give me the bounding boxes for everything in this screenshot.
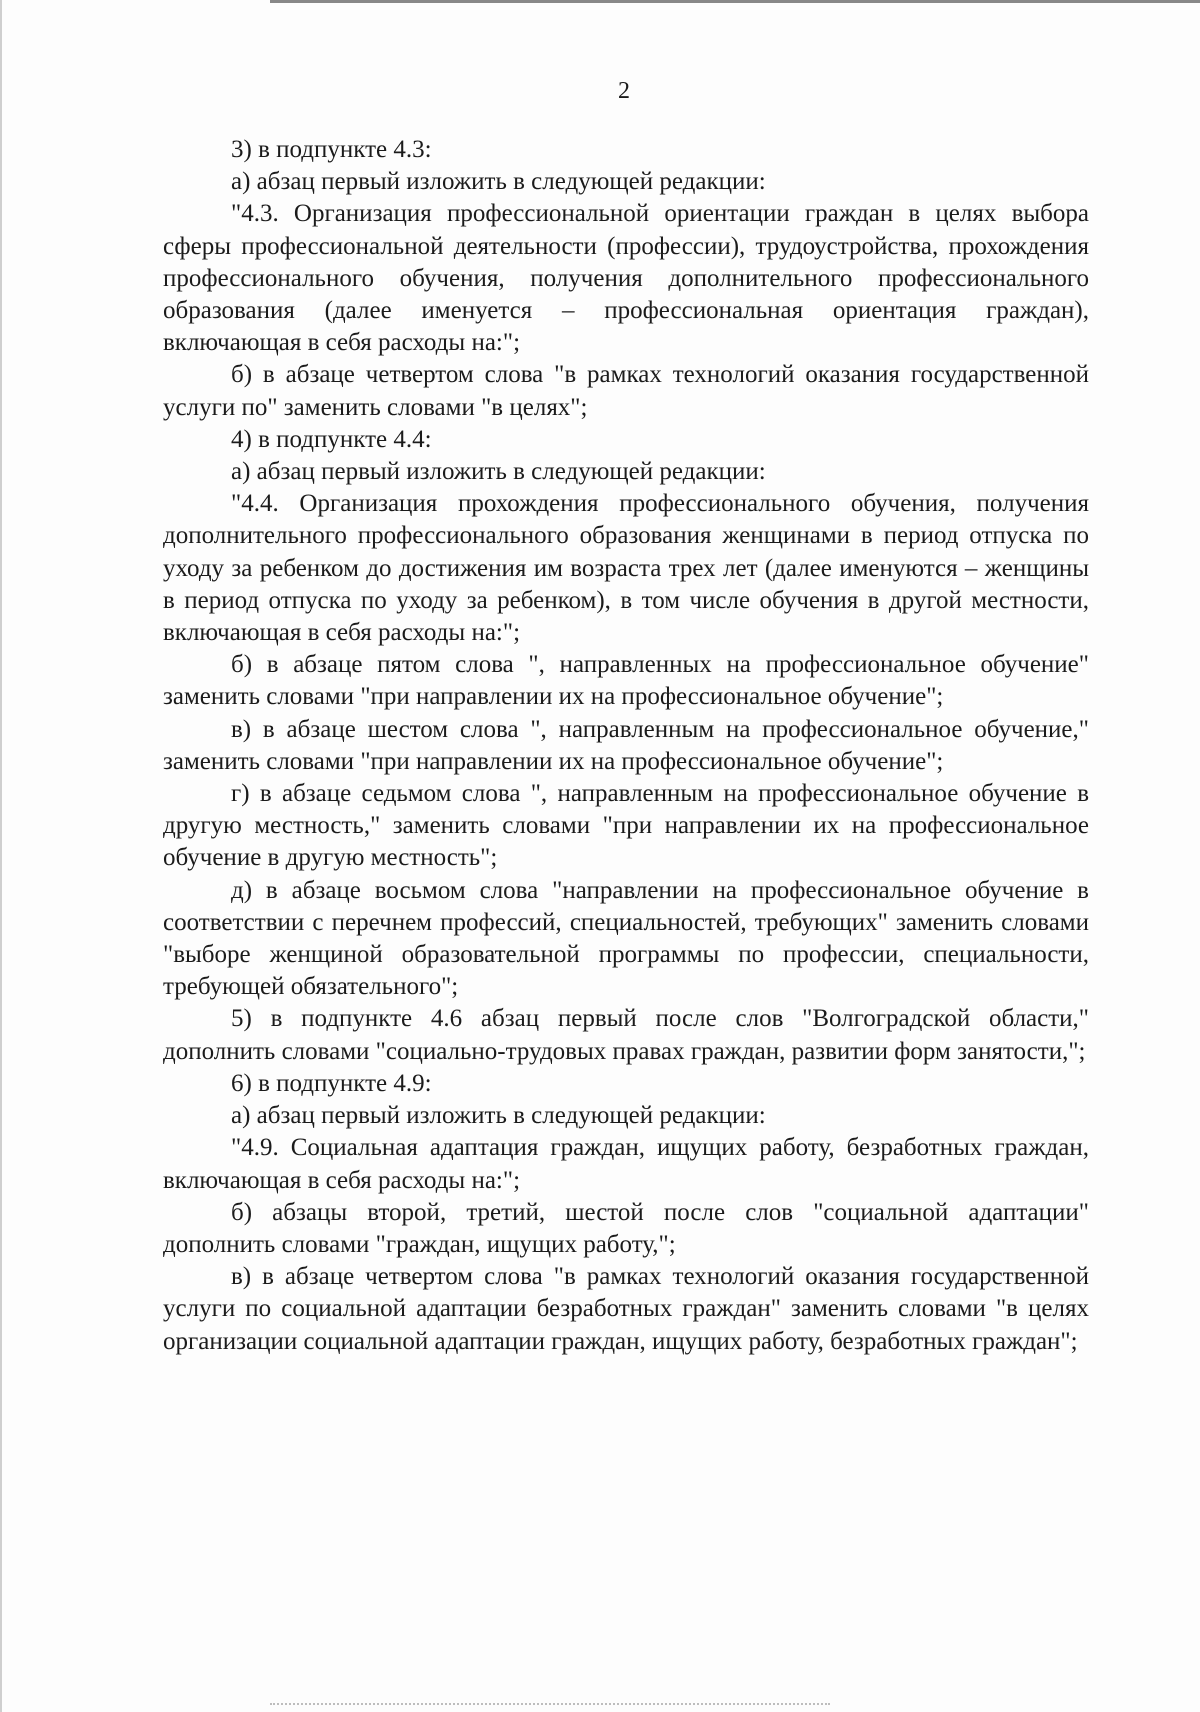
paragraph: в) в абзаце шестом слова ", направленным на профессиональное обучение," заменить словами "при направлении их на профессиональное обучение";: [163, 715, 1089, 775]
scan-bottom-dots: [270, 1703, 830, 1705]
paragraph: а) абзац первый изложить в следующей редакции:: [231, 458, 766, 486]
paragraph: "4.9. Социальная адаптация граждан, ищущих работу, безработных граждан, включающая в себя расходы на:";: [163, 1134, 1089, 1194]
scan-top-rule: [270, 0, 1200, 3]
paragraph: б) абзацы второй, третий, шестой после слов "социальной адаптации" дополнить словами "граждан, ищущих работу,";: [163, 1198, 1089, 1258]
paragraph: 4) в подпункте 4.4:: [231, 425, 432, 453]
paragraph: а) абзац первый изложить в следующей редакции:: [231, 1102, 766, 1130]
document-body: [163, 134, 1089, 1358]
paragraph: 6) в подпункте 4.9:: [231, 1069, 432, 1097]
page-number: 2: [618, 78, 630, 104]
paragraph: а) абзац первый изложить в следующей редакции:: [231, 168, 766, 196]
paragraph: г) в абзаце седьмом слова ", направленным на профессиональное обучение в другую местность," заменить словами "при направлении их на профессиональное обучение в другую местность";: [163, 780, 1089, 872]
paragraph: б) в абзаце четвертом слова "в рамках технологий оказания государственной услуги по" заменить словами "в целях";: [163, 361, 1089, 421]
paragraph: д) в абзаце восьмом слова "направлении на профессиональное обучение в соответствии с перечнем профессий, специальностей, требующих" заменить словами "выборе женщиной образовательной программы по профессии, специальности, требующей обязательного";: [163, 876, 1089, 1001]
paragraph: б) в абзаце пятом слова ", направленных на профессиональное обучение" заменить словами "при направлении их на профессиональное обучение";: [163, 651, 1089, 711]
paragraph: 5) в подпункте 4.6 абзац первый после слов "Волгоградской области," дополнить словами "социально-трудовых правах граждан, развитии форм занятости,";: [163, 1005, 1089, 1065]
scan-left-edge: [0, 0, 2, 1712]
paragraph: 3) в подпункте 4.3:: [231, 136, 432, 163]
paragraph: "4.3. Организация профессиональной ориентации граждан в целях выбора сферы профессиональной деятельности (профессии), трудоустройства, прохождения профессионального обучения, получения дополнительного профессионального образования (далее именуется – профессиональная ориентация граждан), включающая в себя расходы на:";: [163, 200, 1089, 357]
paragraph: в) в абзаце четвертом слова "в рамках технологий оказания государственной услуги по социальной адаптации безработных граждан" заменить словами "в целях организации социальной адаптации граждан, ищущих работу, безработных граждан";: [163, 1263, 1089, 1355]
paragraph: "4.4. Организация прохождения профессионального обучения, получения дополнительного профессионального образования женщинами в период отпуска по уходу за ребенком до достижения им возраста трех лет (далее именуются – женщины в период отпуска по уходу за ребенком), в том числе обучения в другой местности, включающая в себя расходы на:";: [163, 490, 1089, 647]
